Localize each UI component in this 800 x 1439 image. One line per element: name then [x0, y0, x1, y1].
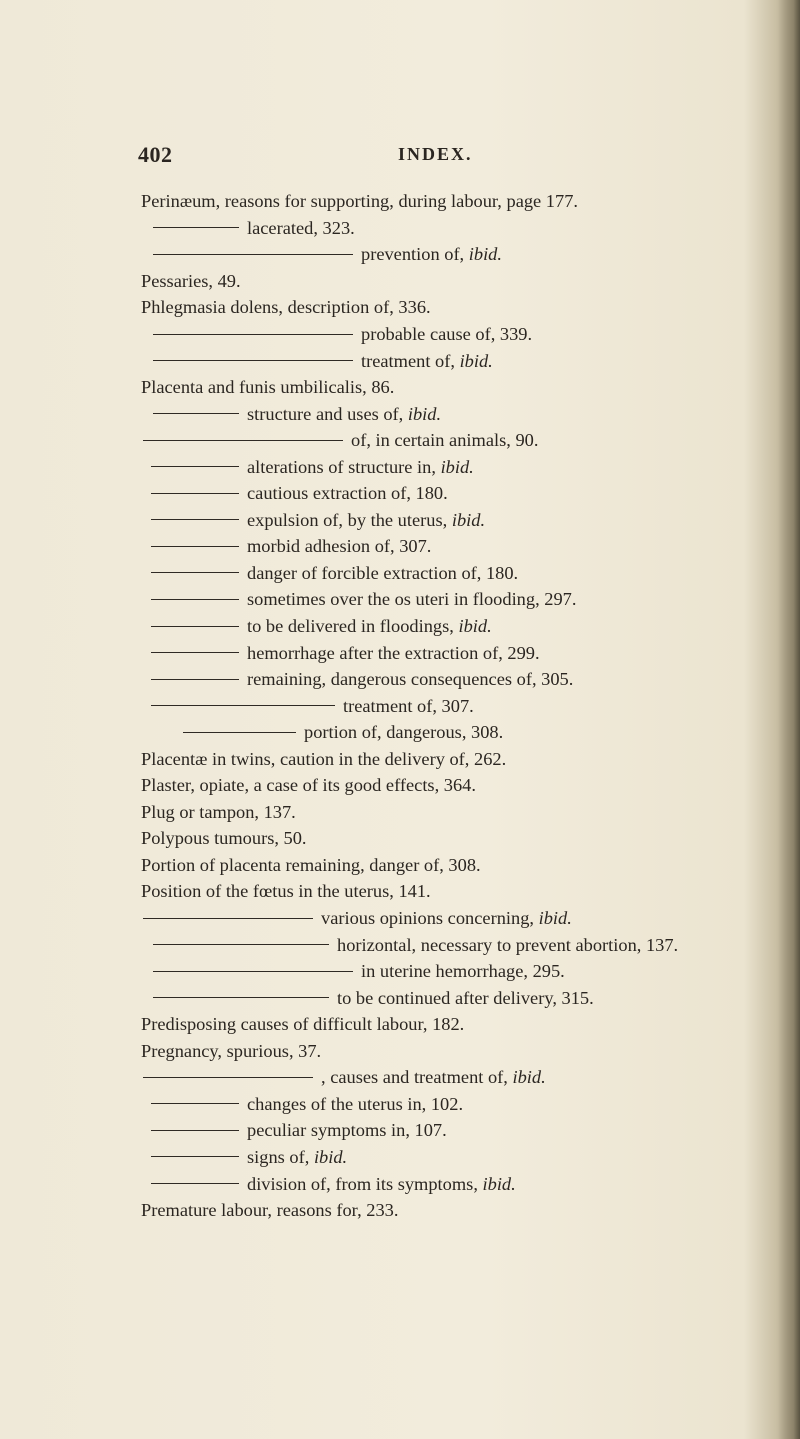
index-subentry [141, 215, 761, 242]
entry-text: sometimes over the os uteri in flooding, 297. [247, 589, 577, 610]
ditto-rule [153, 971, 353, 972]
ditto-rule [153, 944, 329, 945]
entry-text: Polypous tumours, 50. [141, 828, 307, 849]
index-subentry [141, 1064, 761, 1091]
entry-text: Plug or tampon, 137. [141, 801, 296, 822]
entry-ibid: ibid. [512, 1067, 546, 1088]
entry-text: morbid adhesion of, 307. [247, 536, 432, 557]
page-header [138, 142, 698, 172]
ditto-rule [151, 572, 239, 573]
entry-text: in uterine hemorrhage, 295. [361, 961, 565, 982]
entry-text: Portion of placenta remaining, danger of, 308. [141, 854, 481, 875]
entry-ibid: ibid. [407, 403, 442, 424]
entry-ibid: ibid. [459, 350, 493, 371]
index-subentry [141, 931, 761, 958]
ditto-rule [153, 254, 353, 255]
index-subentry [141, 1170, 761, 1197]
entry-ibid: ibid. [482, 1173, 516, 1194]
index-subentry [141, 427, 761, 454]
index-subentry [141, 958, 761, 985]
entry-text: division of, from its symptoms, ibid. [247, 1173, 516, 1194]
index-entry [141, 1197, 761, 1224]
page-number: 402 [138, 142, 173, 167]
ditto-rule [151, 679, 239, 680]
entry-text: changes of the uterus in, 102. [247, 1093, 464, 1114]
index-subentry [141, 1091, 761, 1118]
entry-ibid: ibid. [440, 456, 474, 477]
ditto-rule [153, 227, 239, 228]
entry-text: Perinæum, reasons for supporting, during labour, page 177. [141, 191, 578, 212]
entry-text: Premature labour, reasons for, 233. [141, 1200, 399, 1221]
entry-ibid: ibid. [451, 509, 486, 530]
index-subentry [141, 321, 761, 348]
entry-text: to be continued after delivery, 315. [337, 987, 594, 1008]
entry-text: Placenta and funis umbilicalis, 86. [141, 377, 395, 398]
index-entry [141, 374, 761, 401]
index-subentry [141, 666, 761, 693]
entry-text: hemorrhage after the extraction of, 299. [247, 642, 540, 663]
index-subentry [141, 347, 761, 374]
ditto-rule [151, 652, 239, 653]
index-subentry [141, 905, 761, 932]
ditto-rule [151, 519, 239, 520]
ditto-rule [153, 360, 353, 361]
entry-text: probable cause of, 339. [361, 324, 533, 344]
entry-text: treatment of, ibid. [361, 350, 493, 371]
index-entry [141, 852, 761, 879]
entry-text: of, in certain animals, 90. [351, 430, 539, 451]
entry-text: Placentæ in twins, caution in the delivery of, 262. [141, 748, 507, 769]
entry-ibid: ibid. [458, 616, 492, 637]
ditto-rule [153, 413, 239, 414]
entry-text: to be delivered in floodings, ibid. [247, 616, 492, 637]
entry-text: peculiar symptoms in, 107. [247, 1120, 447, 1141]
ditto-rule [183, 732, 296, 733]
entry-text: Predisposing causes of difficult labour, 182. [141, 1014, 465, 1035]
entry-text: horizontal, necessary to prevent abortion, 137. [337, 934, 679, 955]
ditto-rule [153, 334, 353, 335]
index-subentry [141, 692, 761, 719]
ditto-rule [151, 1183, 239, 1184]
entry-text: Pessaries, 49. [141, 270, 241, 291]
entry-text: portion of, dangerous, 308. [304, 722, 504, 743]
entry-text: Position of the fœtus in the uterus, 141. [141, 881, 431, 902]
ditto-rule [151, 466, 239, 467]
index-entries [141, 188, 761, 1223]
index-entry [141, 294, 761, 321]
index-subentry [141, 613, 761, 640]
entry-ibid: ibid. [538, 908, 572, 929]
entry-text: Plaster, opiate, a case of its good effects, 364. [141, 775, 476, 796]
index-subentry [141, 719, 761, 746]
index-entry [141, 188, 761, 215]
index-subentry [141, 1144, 761, 1171]
ditto-rule [153, 997, 329, 998]
entry-text: structure and uses of, ibid. [247, 403, 442, 424]
ditto-rule [143, 1077, 313, 1078]
entry-text: remaining, dangerous consequences of, 305. [247, 669, 574, 690]
ditto-rule [143, 918, 313, 919]
entry-text: Pregnancy, spurious, 37. [141, 1040, 322, 1061]
index-subentry [141, 1117, 761, 1144]
entry-text: alterations of structure in, ibid. [247, 456, 474, 477]
index-subentry [141, 480, 761, 507]
index-entry [141, 825, 761, 852]
index-entry [141, 745, 761, 772]
ditto-rule [151, 546, 239, 547]
entry-text: cautious extraction of, 180. [247, 483, 448, 504]
ditto-rule [151, 493, 239, 494]
ditto-rule [151, 1156, 239, 1157]
entry-text: treatment of, 307. [343, 695, 474, 716]
index-entry [141, 1038, 761, 1065]
ditto-rule [143, 440, 343, 441]
entry-text: signs of, ibid. [247, 1146, 348, 1167]
entry-text: lacerated, 323. [247, 217, 355, 238]
index-entry [141, 1011, 761, 1038]
index-entry [141, 268, 761, 295]
entry-text: expulsion of, by the uterus, ibid. [247, 509, 486, 530]
index-subentry [141, 241, 761, 268]
page-edge-shadow [778, 0, 800, 1439]
index-entry [141, 772, 761, 799]
entry-text: , causes and treatment of, ibid. [321, 1067, 546, 1088]
entry-ibid: ibid. [313, 1146, 348, 1167]
entry-text: Phlegmasia dolens, description of, 336. [141, 297, 431, 318]
entry-text: danger of forcible extraction of, 180. [247, 562, 519, 583]
index-subentry [141, 453, 761, 480]
index-entry [141, 878, 761, 905]
index-subentry [141, 507, 761, 534]
ditto-rule [151, 626, 239, 627]
running-head: INDEX. [398, 144, 473, 164]
entry-ibid: ibid. [468, 244, 502, 265]
entry-text: various opinions concerning, ibid. [321, 908, 572, 929]
index-subentry [141, 400, 761, 427]
index-subentry [141, 533, 761, 560]
index-subentry [141, 586, 761, 613]
index-subentry [141, 984, 761, 1011]
index-subentry [141, 639, 761, 666]
ditto-rule [151, 1103, 239, 1104]
ditto-rule [151, 599, 239, 600]
index-entry [141, 799, 761, 826]
entry-text: prevention of, ibid. [361, 244, 502, 265]
index-subentry [141, 560, 761, 587]
ditto-rule [151, 1130, 239, 1131]
ditto-rule [151, 705, 335, 706]
